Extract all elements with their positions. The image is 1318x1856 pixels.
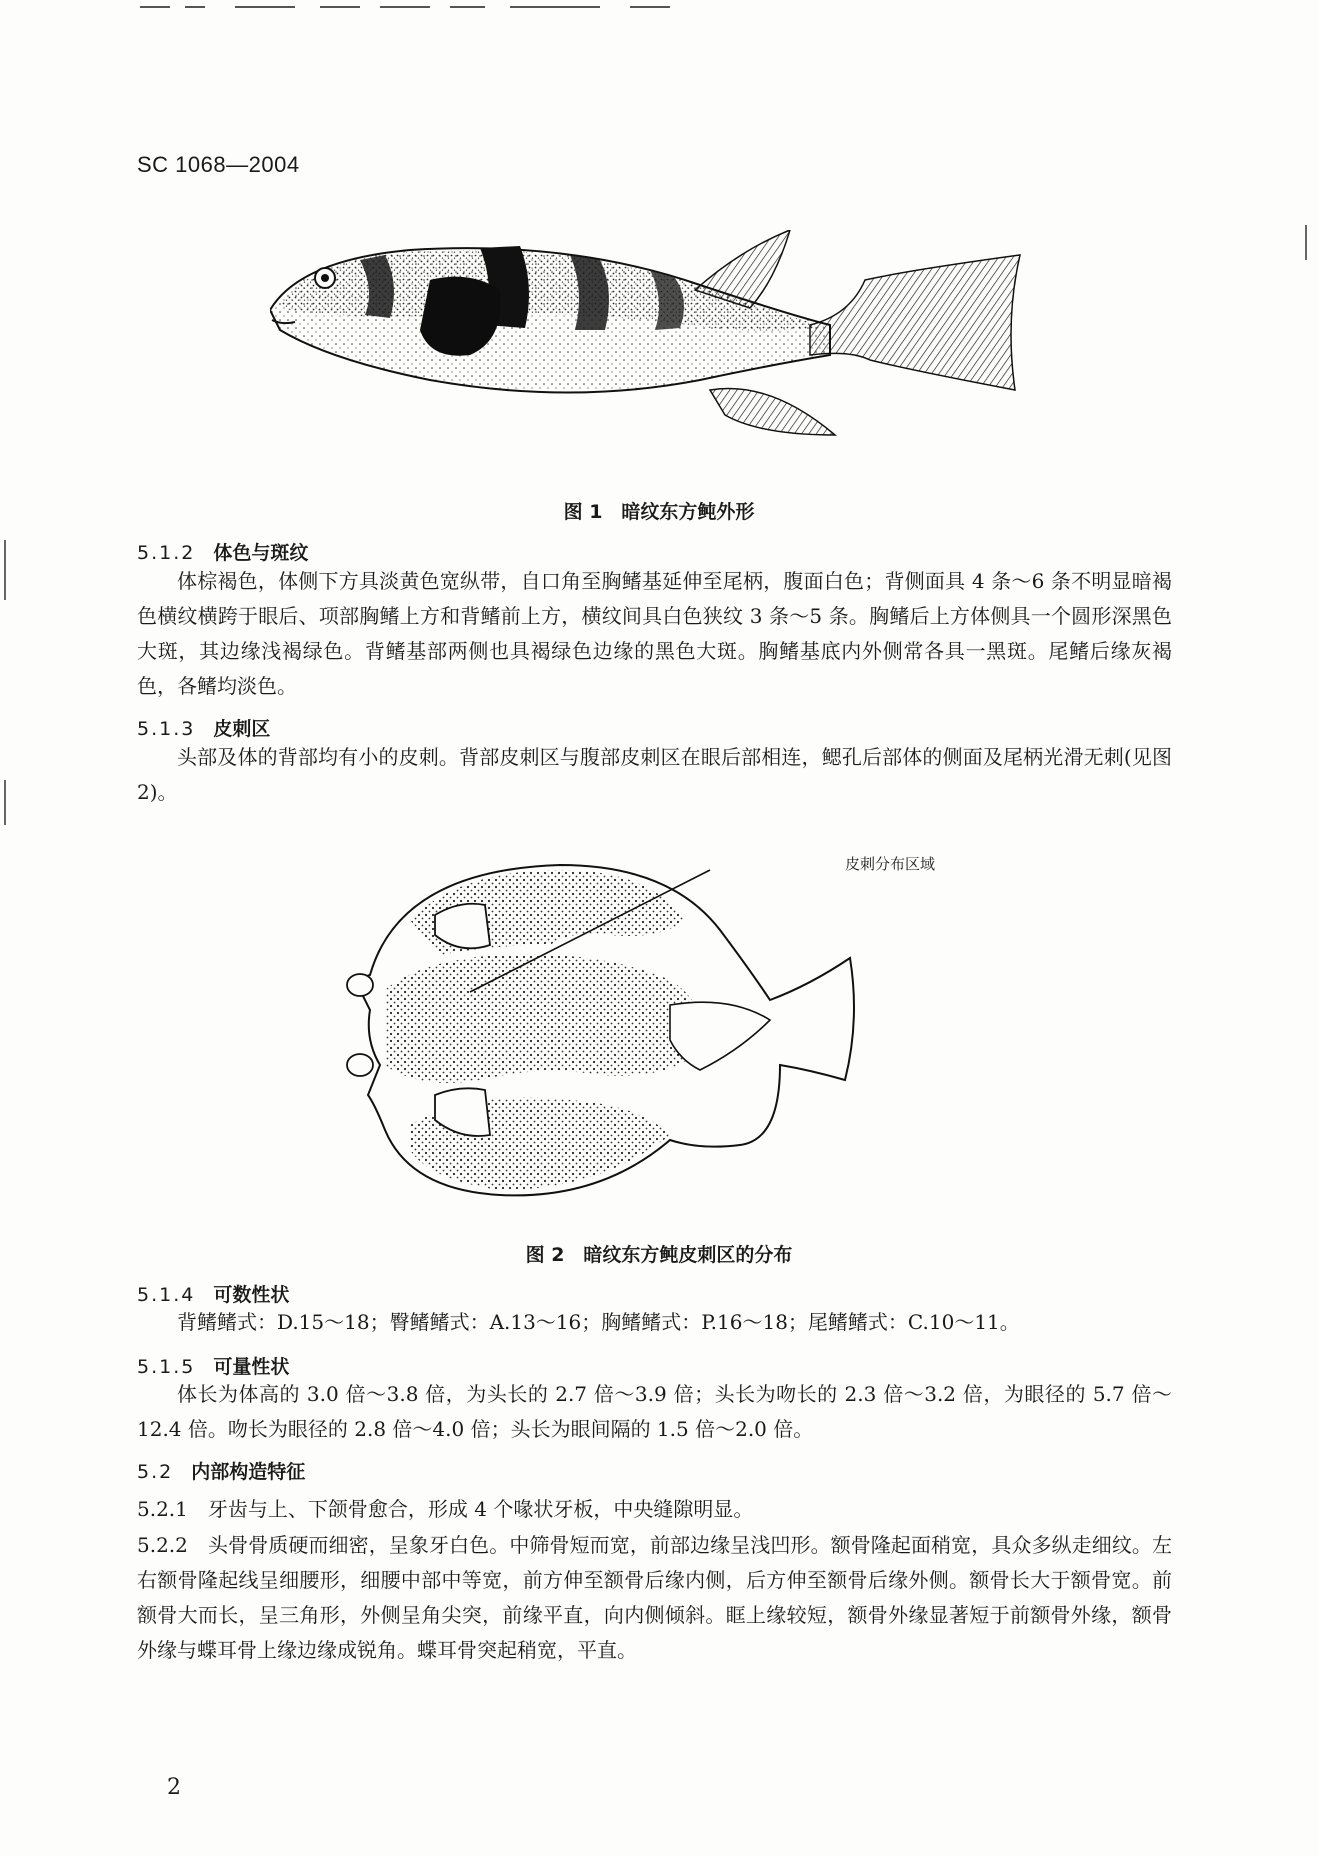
figure-2-spine-distribution-diagram — [340, 850, 1000, 1210]
section-5-2-1-text: 5.2.1 牙齿与上、下颌骨愈合，形成 4 个喙状牙板，中央缝隙明显。 — [137, 1497, 754, 1521]
left-edge-mark — [4, 780, 6, 825]
section-5-1-5-heading — [137, 1352, 289, 1379]
section-5-1-3-heading — [137, 714, 270, 741]
section-5-1-4-text: 背鳍鳍式：D.15～18；臀鳍鳍式：A.13～16；胸鳍鳍式：P.16～18；尾鳍鳍式：C.10～11。 — [177, 1310, 1020, 1334]
section-number: 5.1.5 — [137, 1356, 196, 1378]
section-number: 5.2 — [137, 1461, 174, 1483]
section-5-2-heading — [137, 1457, 305, 1484]
figure-1-fish-illustration — [270, 230, 1040, 475]
standard-code: SC 1068—2004 — [137, 152, 300, 177]
figure-2-label: 皮刺分布区域 — [845, 855, 936, 873]
section-5-1-2-heading — [137, 538, 308, 565]
section-5-1-5-text: 体长为体高的 3.0 倍～3.8 倍，为头长的 2.7 倍～3.9 倍；头长为吻长的 2.3 倍～3.2 倍，为眼径的 5.7 倍～12.4 倍。吻长为眼径的 2.8 倍～4.0 倍；头长为眼间隔的 1.5 倍～2.0 倍。 — [137, 1382, 1172, 1441]
section-5-1-2-text: 体棕褐色，体侧下方具淡黄色宽纵带，自口角至胸鳍基延伸至尾柄，腹面白色；背侧面具 4 条～6 条不明显暗褐色横纹横跨于眼后、项部胸鳍上方和背鳍前上方，横纹间具白色狭纹 3 条～5 条。胸鳍后上方体侧具一个圆形深黑色大斑，其边缘浅褐绿色。背鳍基部两侧也具褐绿色边缘的黑色大斑。胸鳍基底内外侧常各具一黑斑。尾鳍后缘灰褐色，各鳍均淡色。 — [137, 569, 1172, 698]
left-edge-mark — [4, 540, 6, 600]
section-title: 皮刺区 — [213, 718, 271, 740]
figure-2-caption: 图 2 暗纹东方鲀皮刺区的分布 — [525, 1244, 793, 1266]
section-title: 可量性状 — [213, 1356, 290, 1378]
section-5-1-4-heading — [137, 1280, 289, 1307]
section-number: 5.1.4 — [137, 1284, 196, 1306]
section-title: 可数性状 — [213, 1284, 290, 1306]
section-title: 体色与斑纹 — [213, 542, 309, 564]
section-number: 5.1.3 — [137, 718, 196, 740]
page-number: 2 — [167, 1775, 181, 1800]
section-5-2-2-text: 5.2.2 头骨骨质硬而细密，呈象牙白色。中筛骨短而宽，前部边缘呈浅凹形。额骨隆起面稍宽，具众多纵走细纹。左右额骨隆起线呈细腰形，细腰中部中等宽，前方伸至额骨后缘内侧，后方伸至额骨后缘外侧。额骨长大于额骨宽。前额骨大而长，呈三角形，外侧呈角尖突，前缘平直，向内侧倾斜。眶上缘较短，额骨外缘显著短于前额骨外缘，额骨外缘与蝶耳骨上缘边缘成锐角。蝶耳骨突起稍宽，平直。 — [137, 1533, 1172, 1662]
right-edge-mark — [1305, 225, 1307, 260]
section-title: 内部构造特征 — [191, 1461, 306, 1483]
section-5-1-3-text: 头部及体的背部均有小的皮刺。背部皮刺区与腹部皮刺区在眼后部相连，鳃孔后部体的侧面及尾柄光滑无刺(见图 2)。 — [137, 745, 1172, 804]
figure-1-caption: 图 1 暗纹东方鲀外形 — [563, 501, 755, 523]
section-number: 5.1.2 — [137, 542, 196, 564]
